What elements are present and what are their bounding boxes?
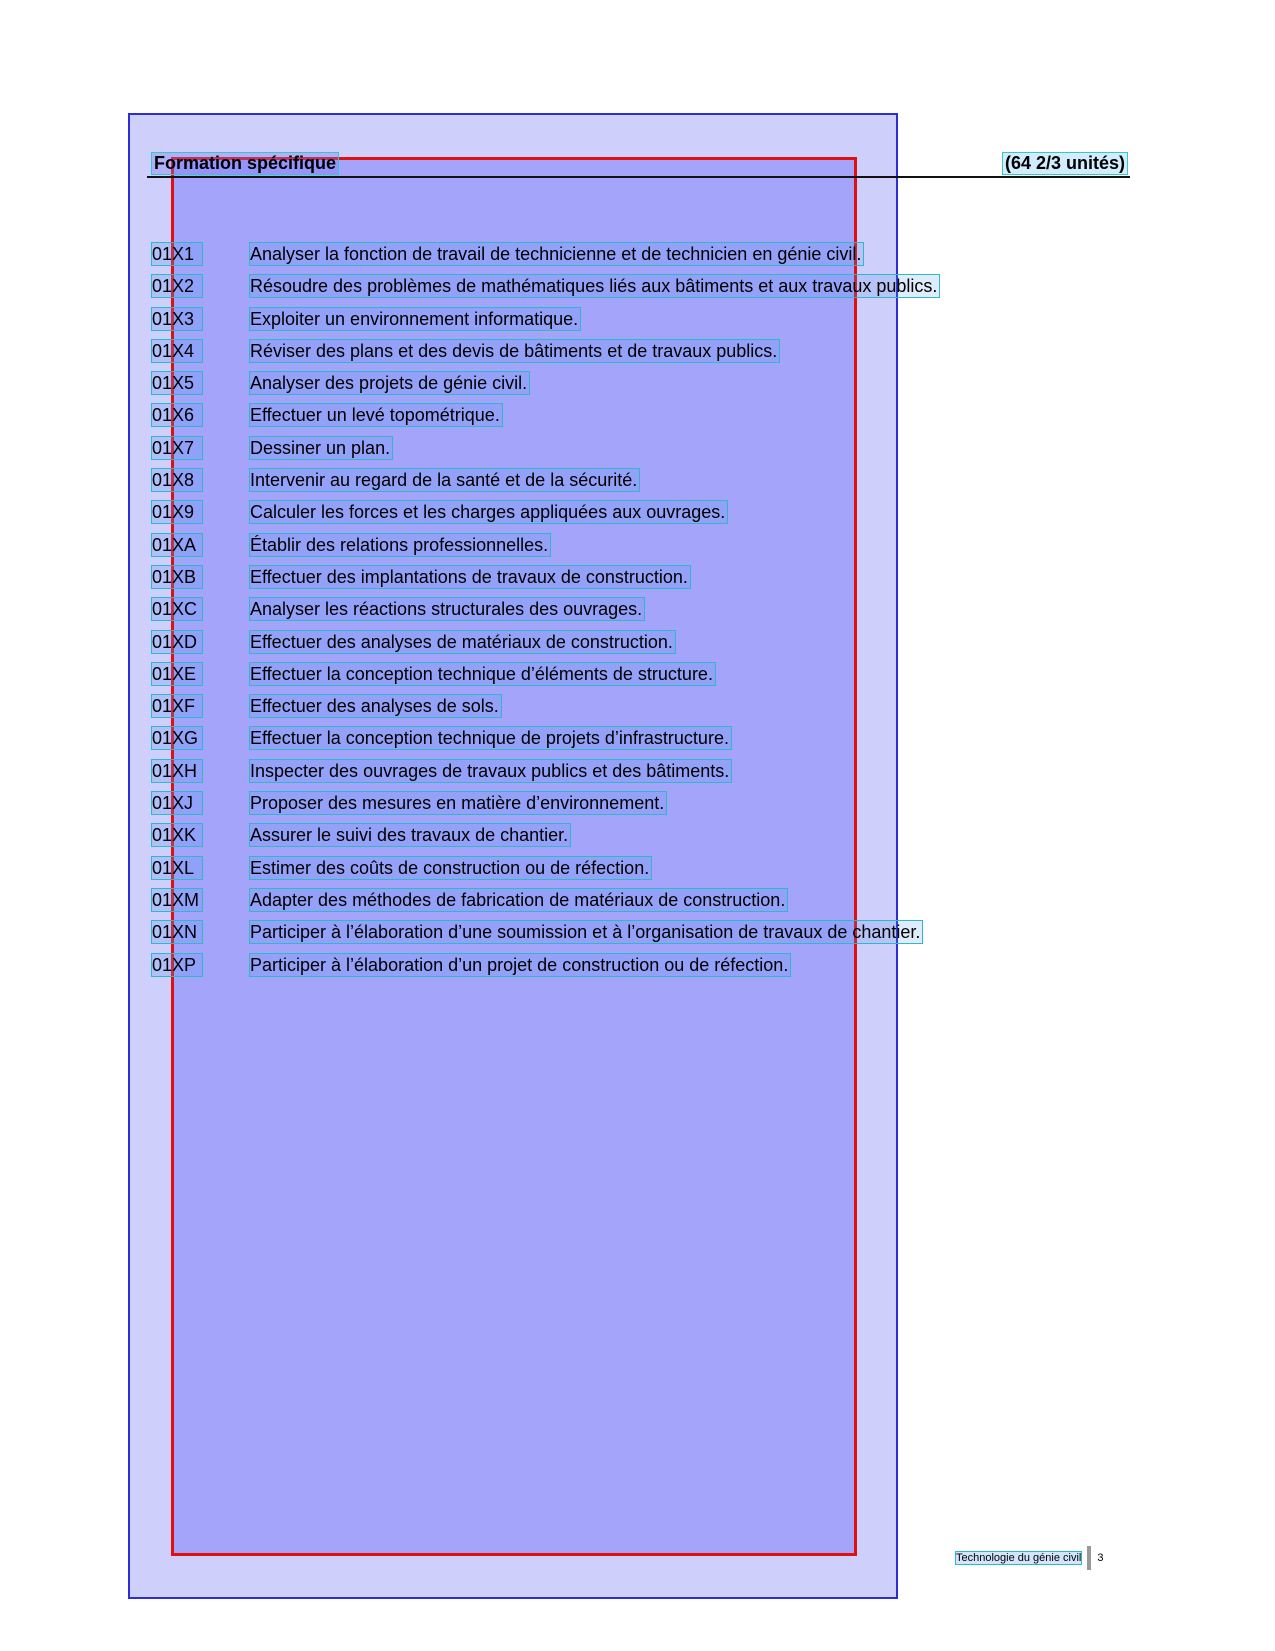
list-item — [152, 501, 1052, 533]
competency-description: Exploiter un environnement informatique. — [250, 308, 579, 329]
competency-code: 01XC — [152, 598, 202, 620]
competency-code: 01XP — [152, 954, 202, 976]
competency-code: 01X1 — [152, 243, 202, 265]
list-item — [152, 921, 1052, 953]
competency-description: Effectuer la conception technique de projets d’infrastructure. — [250, 728, 729, 749]
list-item — [152, 631, 1052, 663]
list-item — [152, 824, 1052, 856]
competency-description: Assurer le suivi des travaux de chantier. — [250, 825, 569, 846]
list-item — [152, 792, 1052, 824]
competency-description: Effectuer un levé topométrique. — [250, 405, 500, 426]
list-item — [152, 954, 1052, 986]
competency-code: 01XG — [152, 727, 202, 749]
list-item — [152, 469, 1052, 501]
competency-description: Effectuer des analyses de matériaux de construction. — [250, 631, 673, 652]
competency-code: 01XE — [152, 663, 202, 685]
competency-code: 01X3 — [152, 308, 202, 330]
footer-divider — [1087, 1546, 1091, 1570]
competency-code: 01X4 — [152, 340, 202, 362]
list-item — [152, 727, 1052, 759]
competency-code: 01X8 — [152, 469, 202, 491]
competency-code: 01X6 — [152, 404, 202, 426]
competency-description: Adapter des méthodes de fabrication de matériaux de construction. — [250, 889, 786, 910]
list-item — [152, 695, 1052, 727]
list-item — [152, 566, 1052, 598]
competency-code: 01X2 — [152, 275, 202, 297]
competency-code: 01XB — [152, 566, 202, 588]
competency-code: 01X7 — [152, 437, 202, 459]
competency-code: 01XN — [152, 921, 202, 943]
competency-code: 01XH — [152, 760, 202, 782]
list-item — [152, 598, 1052, 630]
competency-description: Estimer des coûts de construction ou de réfection. — [250, 857, 650, 878]
competency-code: 01XD — [152, 631, 202, 653]
competency-code: 01XJ — [152, 792, 202, 814]
competency-description: Proposer des mesures en matière d’environnement. — [250, 793, 665, 814]
list-item — [152, 340, 1052, 372]
page-footer — [956, 1546, 1104, 1570]
list-item — [152, 663, 1052, 695]
list-item — [152, 889, 1052, 921]
section-units: (64 2/3 unités) — [1004, 152, 1125, 173]
competency-description: Effectuer la conception technique d’éléments de structure. — [250, 663, 713, 684]
page-number: 3 — [1097, 1552, 1104, 1564]
competency-code: 01X9 — [152, 501, 202, 523]
competency-description: Réviser des plans et des devis de bâtiments et de travaux publics. — [250, 340, 778, 361]
competency-code: 01XM — [152, 889, 202, 911]
footer-title: Technologie du génie civil — [956, 1552, 1082, 1564]
competency-description: Effectuer des implantations de travaux de construction. — [250, 566, 688, 587]
section-header — [152, 152, 1127, 174]
list-item — [152, 275, 1052, 307]
competency-code: 01XK — [152, 824, 202, 846]
list-item — [152, 760, 1052, 792]
competency-description: Analyser des projets de génie civil. — [250, 373, 528, 394]
list-item — [152, 437, 1052, 469]
list-item — [152, 534, 1052, 566]
competency-description: Inspecter des ouvrages de travaux publics et des bâtiments. — [250, 760, 730, 781]
competency-code: 01XL — [152, 857, 202, 879]
list-item — [152, 243, 1052, 275]
competency-code: 01XA — [152, 534, 202, 556]
list-item — [152, 372, 1052, 404]
list-item — [152, 404, 1052, 436]
competency-description: Dessiner un plan. — [250, 437, 391, 458]
competency-description: Calculer les forces et les charges appliquées aux ouvrages. — [250, 502, 726, 523]
header-rule — [147, 176, 1130, 178]
list-item — [152, 857, 1052, 889]
competency-code: 01X5 — [152, 372, 202, 394]
competency-description: Effectuer des analyses de sols. — [250, 696, 499, 717]
competency-description: Participer à l’élaboration d’un projet de construction ou de réfection. — [250, 954, 789, 975]
competency-description: Participer à l’élaboration d’une soumission et à l’organisation de travaux de chantier. — [250, 922, 921, 943]
competency-list — [152, 243, 1052, 986]
list-item — [152, 308, 1052, 340]
competency-code: 01XF — [152, 695, 202, 717]
competency-description: Analyser la fonction de travail de technicienne et de technicien en génie civil. — [250, 244, 862, 264]
competency-description: Intervenir au regard de la santé et de la sécurité. — [250, 470, 638, 491]
competency-description: Établir des relations professionnelles. — [250, 534, 549, 555]
competency-description: Analyser les réactions structurales des ouvrages. — [250, 599, 643, 620]
competency-description: Résoudre des problèmes de mathématiques liés aux bâtiments et aux travaux publics. — [250, 276, 938, 297]
section-title: Formation spécifique — [154, 152, 337, 173]
